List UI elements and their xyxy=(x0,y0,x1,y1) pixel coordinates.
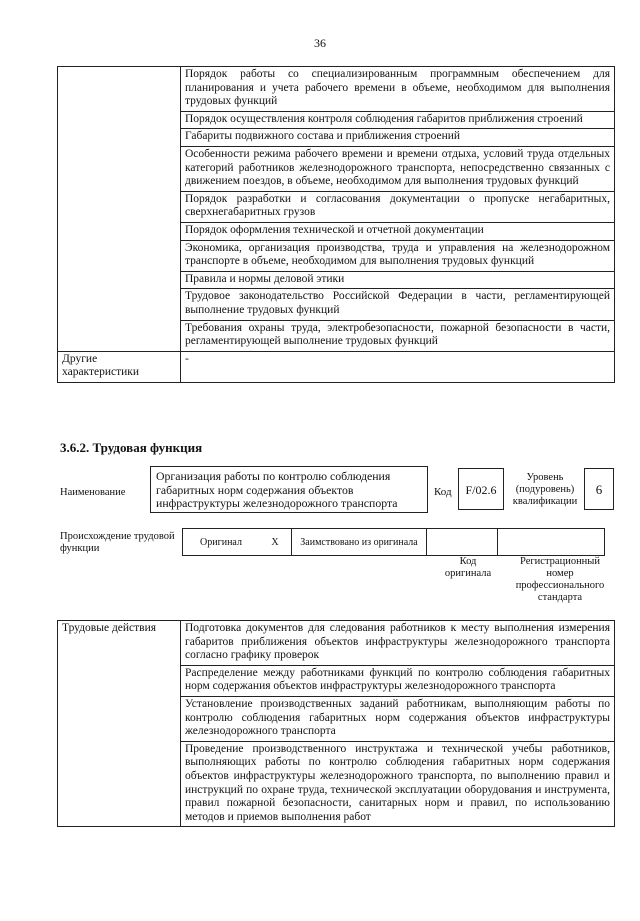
labor-actions-label: Трудовые действия xyxy=(58,621,181,827)
table-cell: Порядок работы со специализированным программным обеспечением для планирования и учета рабочего времени в объеме, необходимом для выполнения трудовых функций xyxy=(181,67,615,112)
qualification-level-label: Уровень (подуровень) квалификации xyxy=(512,472,578,507)
other-characteristics-label: Другие характеристики xyxy=(58,351,181,382)
original-label: Оригинал xyxy=(183,529,260,556)
table-cell: Экономика, организация производства, труда и управления на железнодорожном транспорте в объеме, необходимом для выполнения трудовых функций xyxy=(181,240,615,271)
code-original-label: Код оригинала xyxy=(444,556,492,579)
table-cell: Порядок разработки и согласования документации о пропуске негабаритных, сверхнегабаритных грузов xyxy=(181,191,615,222)
table-cell: Особенности режима рабочего времени и времени отдыха, условий труда отдельных категорий работников железнодорожного транспорта, непосредственно связанных с движением поездов, в объеме, необходимом для выполнения трудовых функций xyxy=(181,146,615,191)
knowledge-table xyxy=(57,66,615,383)
other-characteristics-value: - xyxy=(181,351,615,382)
section-heading: 3.6.2. Трудовая функция xyxy=(60,440,203,455)
code-original-cell xyxy=(427,529,498,556)
table-cell: Трудовое законодательство Российской Федерации в части, регламентирующей выполнение трудовых функций xyxy=(181,289,615,320)
origin-label: Происхождение трудовой функции xyxy=(60,531,175,554)
function-name-box: Организация работы по контролю соблюдения габаритных норм содержания объектов инфраструктуры железнодорожного транспорта xyxy=(150,466,428,513)
page-number: 36 xyxy=(314,36,326,50)
original-mark: X xyxy=(259,529,292,556)
table-cell: Распределение между работниками функций по контролю соблюдения габаритных норм содержания объектов инфраструктуры железнодорожного транспорта xyxy=(181,665,615,696)
table-row xyxy=(58,67,615,112)
table-cell: Проведение производственного инструктажа и технической учебы работников, выполняющих работы по контролю соблюдения габаритных норм содержания объектов инфраструктуры железнодорожного транспорта, по выполнению правил и инструкций по охране труда, технической эксплуатации оборудования и инструмента, правил пожарной безопасности, санитарных норм и правил, по использованию методов и приемов выполнения работ xyxy=(181,741,615,827)
table-label-cell xyxy=(58,67,181,352)
reg-number-label: Регистрационный номер профессионального стандарта xyxy=(515,556,605,603)
name-label: Наименование xyxy=(60,487,126,498)
code-value-box: F/02.6 xyxy=(458,468,504,510)
table-cell: Требования охраны труда, электробезопасности, пожарной безопасности в части, регламентирующей выполнение трудовых функций xyxy=(181,320,615,351)
code-label: Код xyxy=(434,486,452,498)
table-cell: Подготовка документов для следования работников к месту выполнения измерения габаритов приближения объектов инфраструктуры железнодорожного транспорта согласно графику проверок xyxy=(181,621,615,666)
borrowed-label: Заимствовано из оригинала xyxy=(292,529,427,556)
table-cell: Правила и нормы деловой этики xyxy=(181,271,615,289)
table-cell: Установление производственных заданий работникам, выполняющим работы по контролю соблюдения габаритных норм содержания объектов инфраструктуры железнодорожного транспорта xyxy=(181,696,615,741)
table-row xyxy=(58,351,615,382)
table-row xyxy=(183,529,605,556)
origin-table xyxy=(182,528,605,556)
qualification-level-value: 6 xyxy=(584,468,614,510)
table-row xyxy=(58,621,615,666)
labor-actions-table xyxy=(57,620,615,827)
table-cell: Порядок оформления технической и отчетной документации xyxy=(181,222,615,240)
table-cell: Габариты подвижного состава и приближения строений xyxy=(181,129,615,147)
table-cell: Порядок осуществления контроля соблюдения габаритов приближения строений xyxy=(181,111,615,129)
reg-number-cell xyxy=(498,529,605,556)
